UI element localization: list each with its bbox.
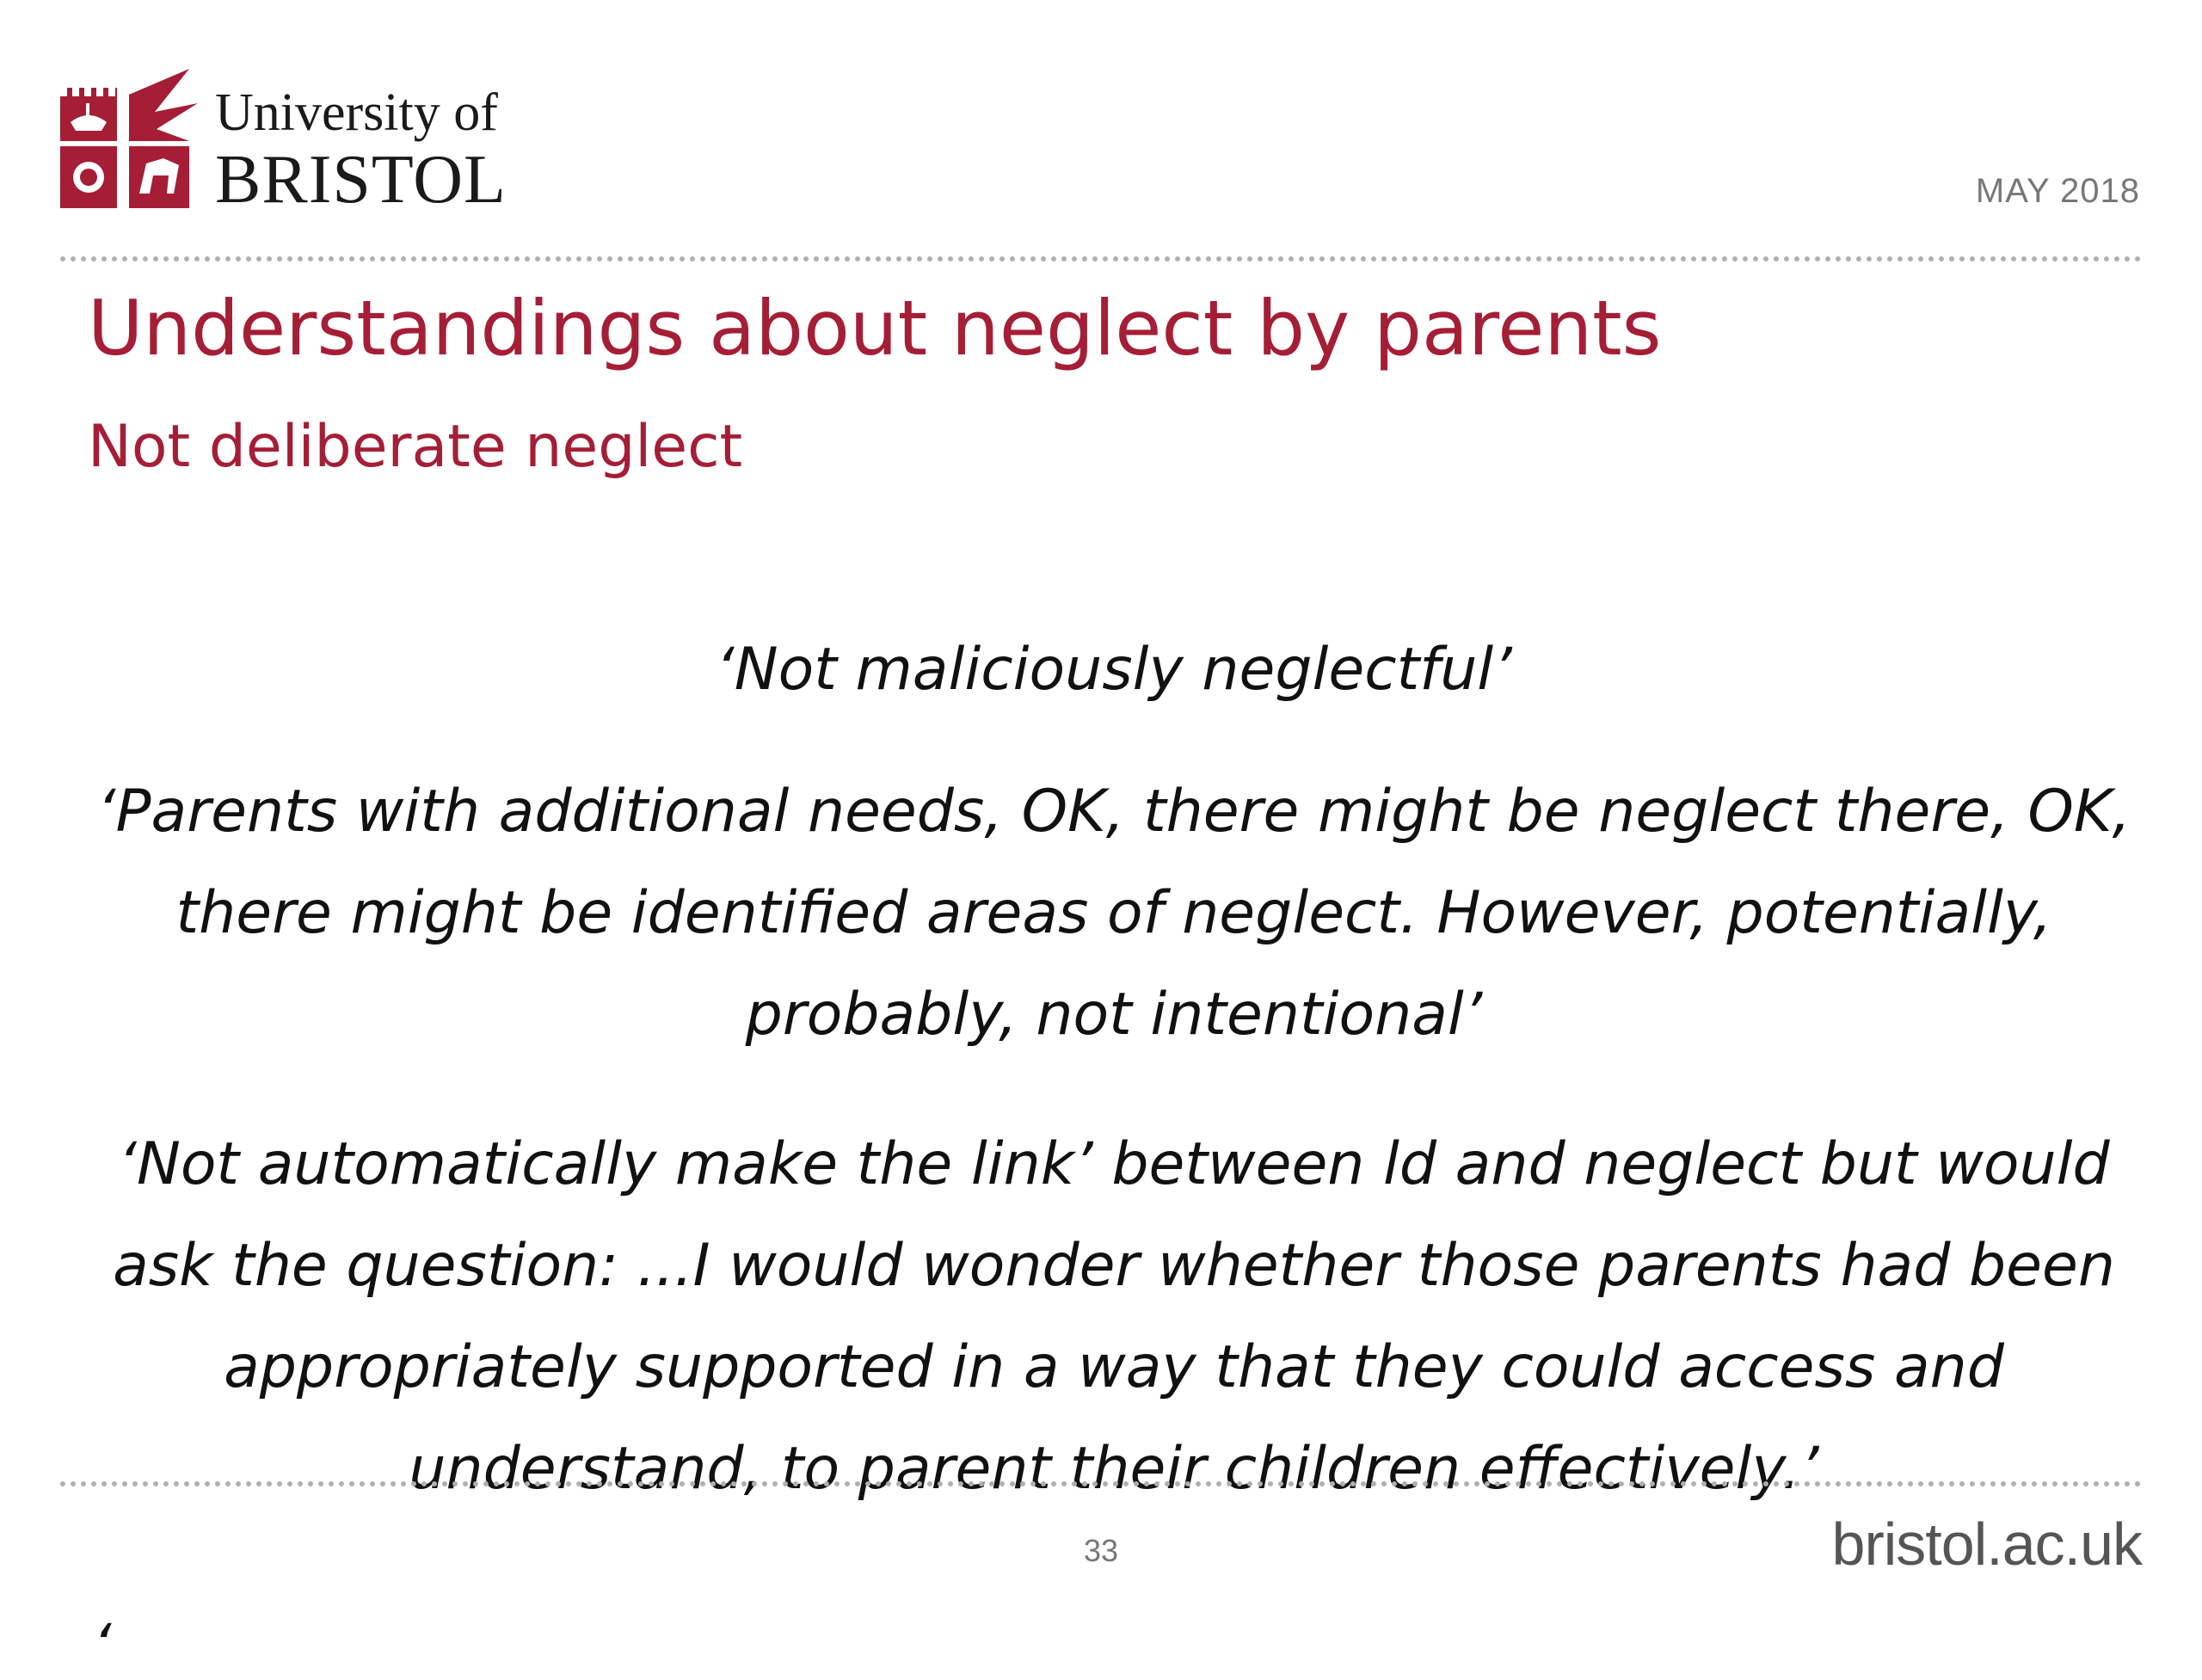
quote-3: ‘Not automatically make the link’ between ld and neglect but would ask the question: ...I would wonder whether those parents had been appropriately supported in a way that they could access and understand, to parent their children effectively.’: [113, 1130, 2115, 1503]
footer-divider: [60, 1481, 2142, 1486]
bristol-crest-icon: [60, 69, 198, 211]
logo-line-bristol: BRISTOL: [215, 142, 507, 218]
quote-1: ‘Not maliciously neglectful’: [716, 636, 1512, 704]
footer-url: bristol.ac.uk: [1831, 1511, 2142, 1578]
logo-line-university: University of: [215, 83, 498, 142]
university-logo: [60, 69, 542, 218]
page-number: 33: [1083, 1533, 1119, 1568]
quote-2: ‘Parents with additional needs, OK, there might be neglect there, OK, there might be identified areas of neglect. However, potentially, probably, not intentional’: [96, 778, 2131, 1049]
slide-title: Understandings about neglect by parents: [88, 284, 1662, 372]
header-divider: [60, 256, 2142, 262]
slide-date: MAY 2018: [1975, 172, 2140, 210]
slide-subtitle: Not deliberate neglect: [88, 413, 743, 481]
overflow-quote-mark: ‘: [93, 1612, 112, 1680]
